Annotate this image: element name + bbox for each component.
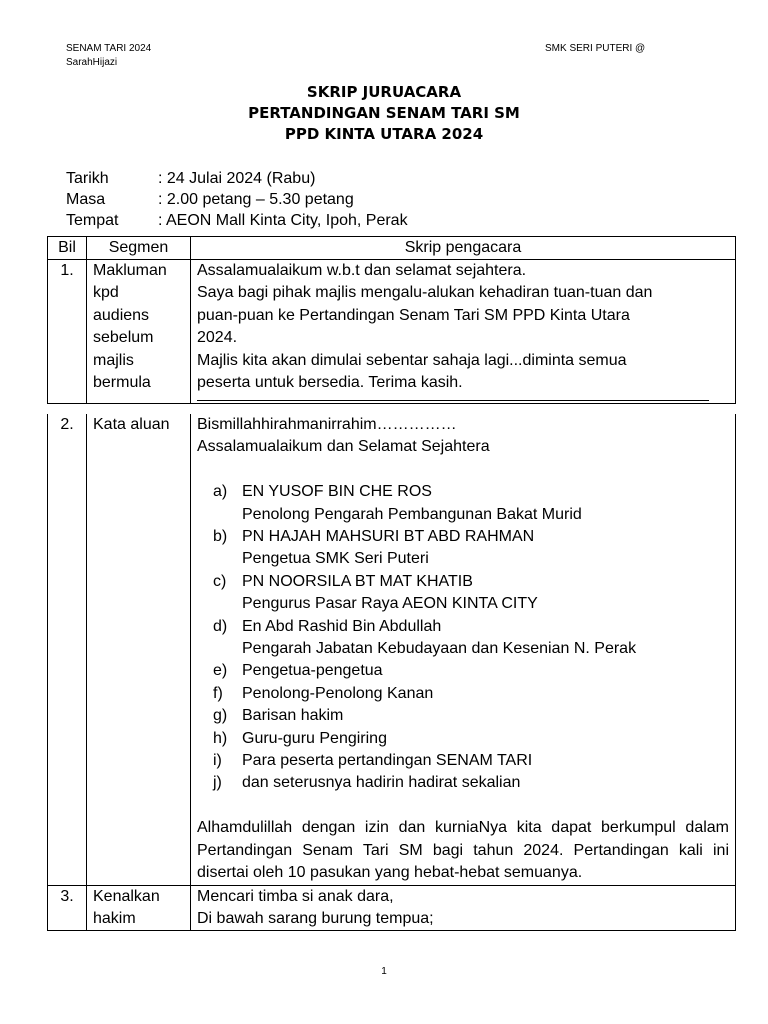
pantun-line: Di bawah sarang burung tempua;	[197, 909, 434, 927]
title-line-3: PPD KINTA UTARA 2024	[284, 125, 484, 143]
script-cell	[191, 885, 736, 931]
list-marker: f)	[213, 684, 223, 702]
script-table-continued	[47, 414, 736, 931]
column-header-bil: Bil	[48, 237, 87, 260]
list-marker: h)	[213, 729, 228, 747]
guest-name: dan seterusnya hadirin hadirat sekalian	[242, 774, 521, 792]
list-marker: c)	[213, 572, 227, 590]
guest-name: Para peserta pertandingan SENAM TARI	[242, 752, 533, 770]
list-item	[213, 616, 729, 638]
detail-value: : 24 Julai 2024 (Rabu)	[158, 170, 316, 187]
guest-name: En Abd Rashid Bin Abdullah	[242, 617, 442, 635]
list-marker: e)	[213, 662, 228, 680]
opening-basmala: Bismillahhirahmanirrahim……………	[197, 416, 457, 433]
list-item	[213, 705, 729, 727]
closing-paragraph: Alhamdulillah dengan izin dan kurniaNya kita dapat berkumpul dalam Pertandingan Senam Tari SM bagi tahun 2024. Pertandingan kali ini disertai oleh 10 pasukan yang hebat-hebat semuanya.	[197, 819, 729, 882]
segment-line: Kenalkan	[93, 887, 160, 905]
page-header-left	[66, 42, 151, 70]
header-school: SMK SERI PUTERI @	[545, 43, 646, 54]
segment-line: sebelum	[93, 329, 154, 347]
segment-line: kpd	[93, 284, 119, 302]
guest-name: Barisan hakim	[242, 707, 344, 725]
script-table	[47, 236, 736, 404]
segment-line: Makluman	[93, 262, 167, 279]
list-item	[213, 772, 729, 794]
detail-venue	[66, 210, 408, 231]
segment-line: majlis	[93, 351, 134, 369]
list-item	[213, 638, 729, 660]
detail-label: Tarikh	[66, 170, 109, 187]
list-item	[213, 526, 729, 548]
list-marker: g)	[213, 707, 228, 725]
guest-name: EN YUSOF BIN CHE ROS	[242, 483, 432, 501]
segment-line: hakim	[93, 909, 136, 927]
segment-cell	[87, 885, 191, 931]
row-number-cell	[48, 414, 87, 885]
list-marker: d)	[213, 617, 228, 635]
row-number: 2.	[60, 416, 74, 433]
detail-label: Masa	[66, 191, 106, 208]
row-number-cell	[48, 885, 87, 931]
script-line: Saya bagi pihak majlis mengalu-alukan kehadiran tuan-tuan dan	[197, 284, 653, 302]
guest-name: PN HAJAH MAHSURI BT ABD RAHMAN	[242, 528, 535, 546]
detail-date	[66, 168, 408, 189]
segment-line: audiens	[93, 306, 150, 324]
list-item	[213, 548, 729, 570]
list-item	[213, 728, 729, 750]
segment-label: Kata aluan	[93, 416, 170, 433]
guest-name: Guru-guru Pengiring	[242, 729, 387, 747]
guest-list	[197, 481, 729, 795]
script-line: Majlis kita akan dimulai sebentar sahaja lagi...diminta semua	[197, 351, 627, 369]
list-item	[213, 750, 729, 772]
segment-cell	[87, 414, 191, 885]
title-line-2: PERTANDINGAN SENAM TARI SM	[248, 104, 520, 122]
list-item	[213, 593, 729, 615]
list-item	[213, 660, 729, 682]
column-header-segment: Segmen	[87, 237, 191, 260]
spacer	[197, 795, 729, 817]
table-row	[48, 414, 736, 885]
list-marker: j)	[213, 774, 222, 792]
row-number: 1.	[60, 262, 74, 279]
script-cell	[191, 260, 736, 404]
list-marker: a)	[213, 483, 228, 501]
guest-title: Pengetua SMK Seri Puteri	[242, 550, 429, 568]
event-details	[66, 168, 408, 231]
list-item	[213, 481, 729, 503]
script-line: 2024.	[197, 329, 238, 347]
segment-line: bermula	[93, 374, 151, 392]
row-number-cell	[48, 260, 87, 404]
guest-name: PN NOORSILA BT MAT KHATIB	[242, 572, 473, 590]
list-item	[213, 571, 729, 593]
guest-title: Pengurus Pasar Raya AEON KINTA CITY	[242, 595, 538, 613]
guest-title: Pengarah Jabatan Kebudayaan dan Kesenian N. Perak	[242, 640, 637, 658]
detail-value: : AEON Mall Kinta City, Ipoh, Perak	[158, 212, 408, 229]
title-line-1: SKRIP JURUACARA	[306, 83, 462, 101]
detail-time	[66, 189, 408, 210]
page-number: 1	[381, 966, 387, 977]
guest-name: Pengetua-pengetua	[242, 662, 383, 680]
segment-cell	[87, 260, 191, 404]
horizontal-rule	[197, 400, 709, 401]
opening-greeting: Assalamualaikum dan Selamat Sejahtera	[197, 438, 490, 456]
script-line: puan-puan ke Pertandingan Senam Tari SM PPD Kinta Utara	[197, 306, 630, 324]
script-line: Assalamualaikum w.b.t dan selamat sejahtera.	[197, 262, 527, 279]
spacer	[197, 459, 729, 481]
guest-name: Penolong-Penolong Kanan	[242, 684, 434, 702]
table-row	[48, 260, 736, 404]
pantun-line: Mencari timba si anak dara,	[197, 887, 394, 905]
header-author: SarahHijazi	[66, 57, 118, 68]
column-header-script: Skrip pengacara	[191, 237, 736, 260]
header-doc-title: SENAM TARI 2024	[66, 43, 152, 54]
detail-label: Tempat	[66, 212, 119, 229]
script-cell	[191, 414, 736, 885]
list-marker: i)	[213, 752, 222, 770]
script-line: peserta untuk bersedia. Terima kasih.	[197, 374, 463, 392]
table-row	[48, 885, 736, 931]
list-item	[213, 683, 729, 705]
document-title	[0, 82, 768, 145]
list-marker: b)	[213, 528, 228, 546]
detail-value: : 2.00 petang – 5.30 petang	[158, 191, 354, 208]
row-number: 3.	[60, 887, 74, 905]
guest-title: Penolong Pengarah Pembangunan Bakat Murid	[242, 505, 582, 523]
table-header-row	[48, 237, 736, 260]
list-item	[213, 504, 729, 526]
